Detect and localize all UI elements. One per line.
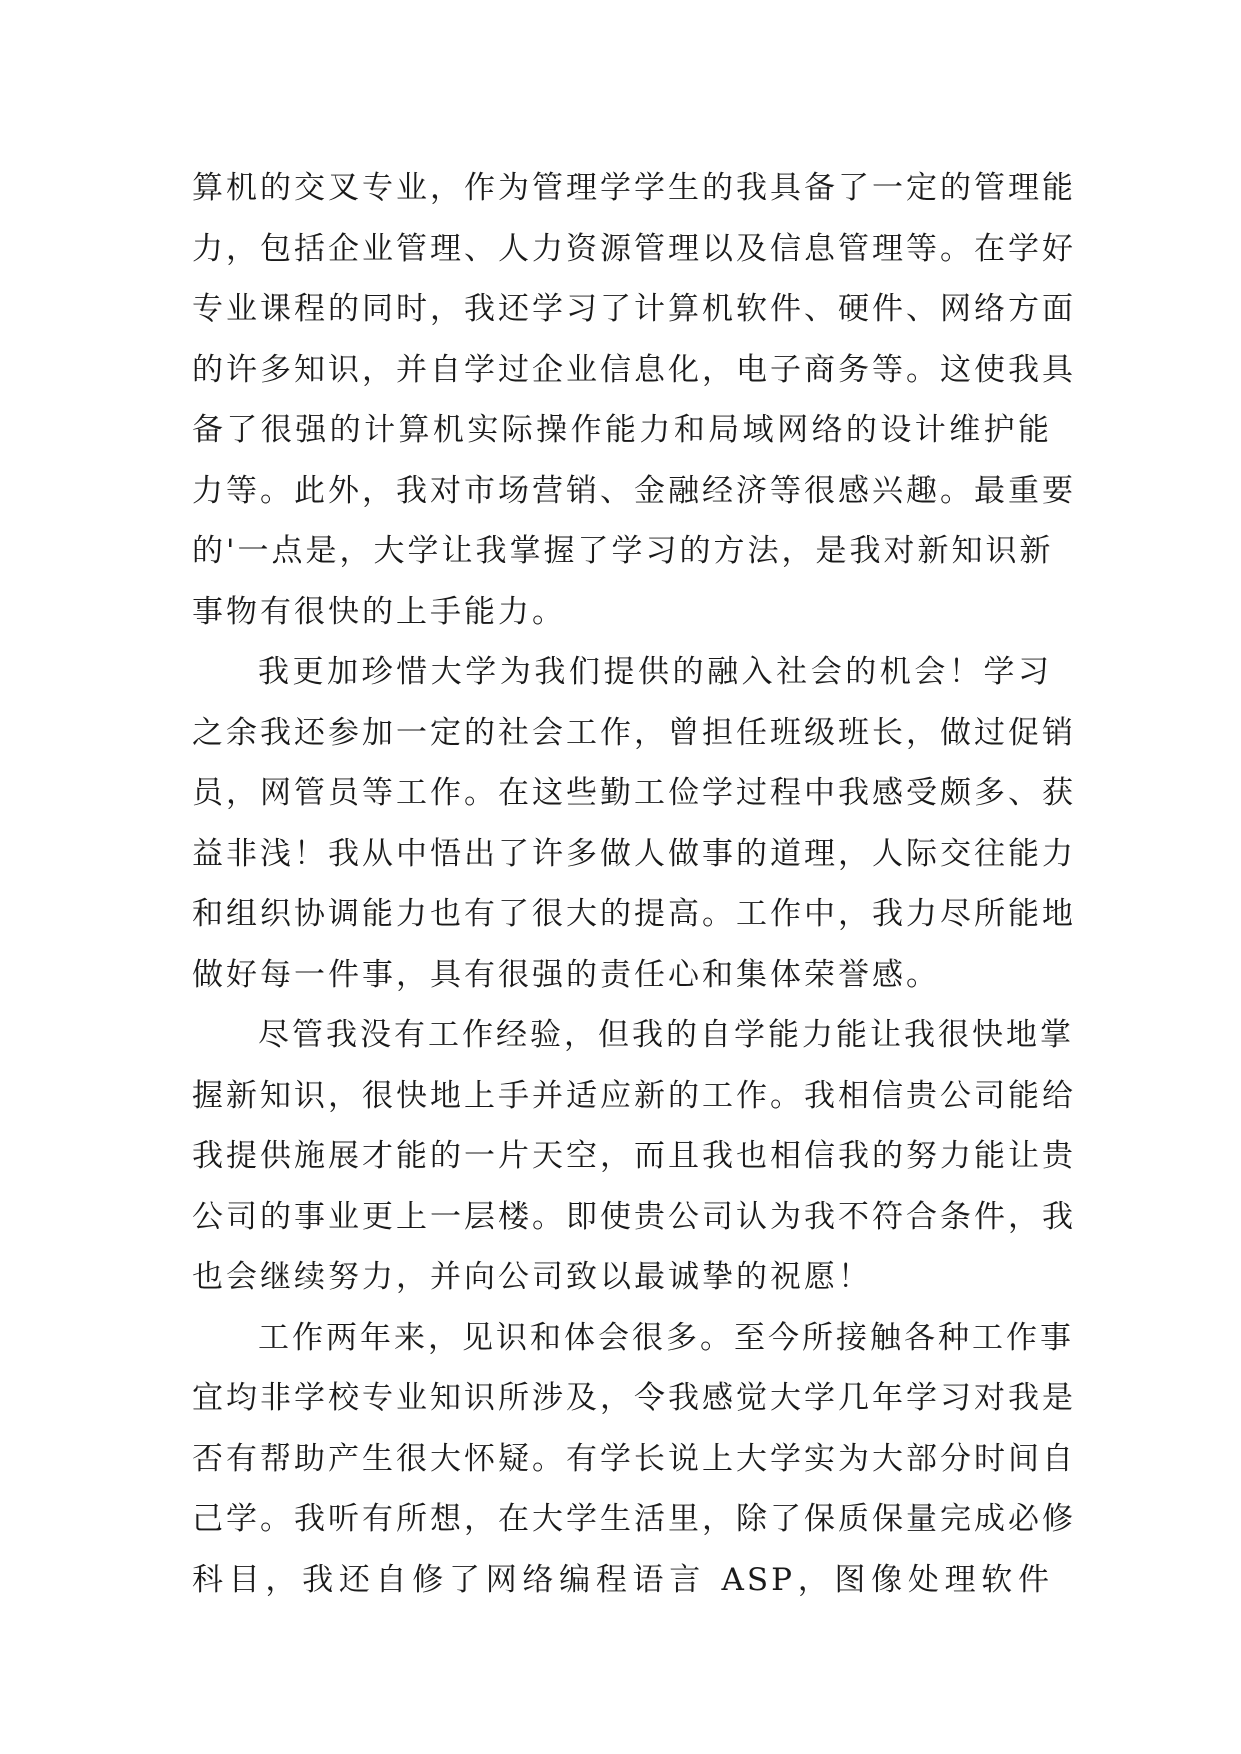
- text-line: 科目，我还自修了网络编程语言 ASP，图像处理软件: [192, 1561, 1052, 1598]
- text-line: 备了很强的计算机实际操作能力和局域网络的设计维护能: [192, 412, 1052, 448]
- text-line: 己学。我听有所想，在大学生活里，除了保质保量完成必修: [192, 1501, 1076, 1537]
- text-line: 力等。此外，我对市场营销、金融经济等很感兴趣。最重要: [192, 472, 1076, 509]
- text-line: 和组织协调能力也有了很大的提高。工作中，我力尽所能地: [192, 896, 1076, 932]
- text-line: 做好每一件事，具有很强的责任心和集体荣誉感。: [192, 956, 940, 993]
- text-line: 事物有很快的上手能力。: [192, 593, 566, 630]
- text-line: 员，网管员等工作。在这些勤工俭学过程中我感受颇多、获: [192, 775, 1076, 811]
- text-line: 益非浅！我从中悟出了许多做人做事的道理，人际交往能力: [192, 835, 1076, 872]
- text-line: 我提供施展才能的一片天空，而且我也相信我的努力能让贵: [192, 1138, 1076, 1174]
- text-line: 算机的交叉专业，作为管理学学生的我具备了一定的管理能: [192, 170, 1076, 206]
- text-line: 握新知识，很快地上手并适应新的工作。我相信贵公司能给: [192, 1077, 1076, 1114]
- text-line: 力，包括企业管理、人力资源管理以及信息管理等。在学好: [192, 230, 1076, 267]
- text-line: 的许多知识，并自学过企业信息化，电子商务等。这使我具: [192, 351, 1076, 388]
- text-line: 专业课程的同时，我还学习了计算机软件、硬件、网络方面: [192, 291, 1076, 327]
- body-text: [192, 158, 1076, 1610]
- paragraph-first-line: 工作两年来，见识和体会很多。至今所接触各种工作事: [258, 1319, 1074, 1356]
- text-line: 公司的事业更上一层楼。即使贵公司认为我不符合条件，我: [192, 1198, 1076, 1235]
- paragraph-first-line: 我更加珍惜大学为我们提供的融入社会的机会！学习: [258, 654, 1052, 690]
- text-line: 之余我还参加一定的社会工作，曾担任班级班长，做过促销: [192, 714, 1076, 751]
- paragraph-first-line: 尽管我没有工作经验，但我的自学能力能让我很快地掌: [258, 1017, 1074, 1053]
- text-line: 否有帮助产生很大怀疑。有学长说上大学实为大部分时间自: [192, 1440, 1076, 1477]
- text-line: 的'一点是，大学让我掌握了学习的方法，是我对新知识新: [192, 533, 1054, 569]
- text-line: 也会继续努力，并向公司致以最诚挚的祝愿！: [192, 1259, 872, 1295]
- text-line: 宜均非学校专业知识所涉及，令我感觉大学几年学习对我是: [192, 1380, 1076, 1416]
